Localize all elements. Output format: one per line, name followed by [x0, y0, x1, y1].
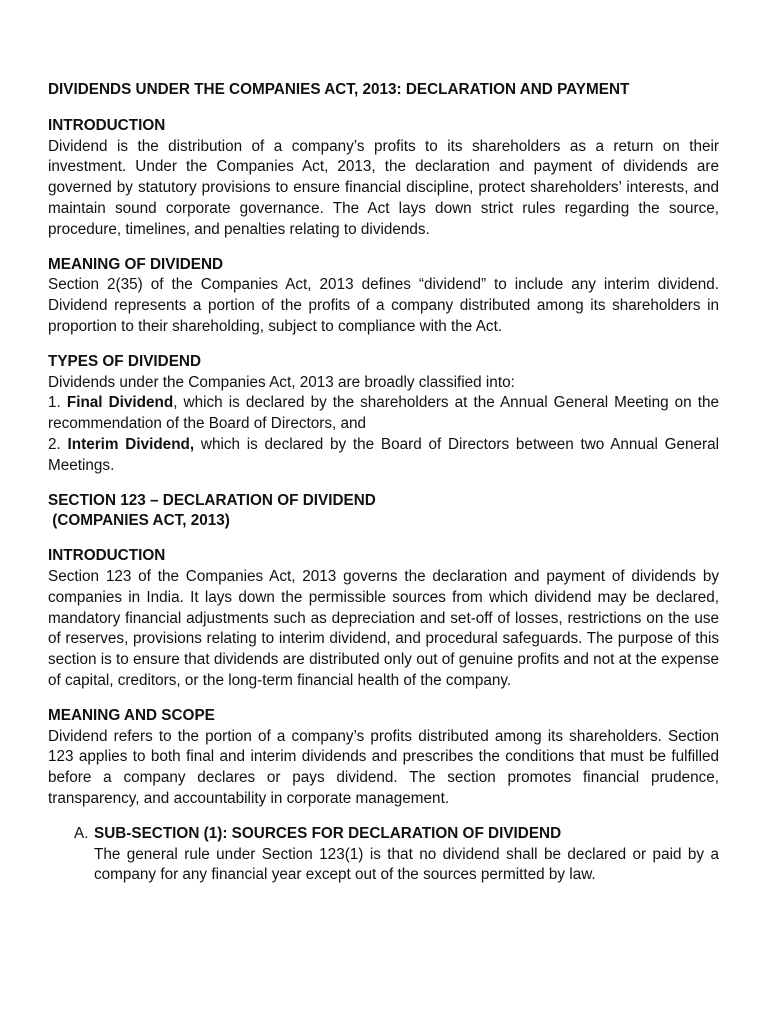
- types-item-final: [48, 393, 719, 435]
- sub-section-marker: A.: [74, 824, 89, 842]
- sub-section-body: [94, 824, 719, 886]
- sub-section-heading: SUB-SECTION (1): SOURCES FOR DECLARATION OF DIVIDEND: [94, 824, 562, 842]
- types-item-number: 1.: [48, 394, 61, 412]
- section-123-introduction: [48, 546, 719, 692]
- types-item-text: which is declared by the Board of Directors between two Annual General Meetings.: [48, 435, 720, 474]
- types-intro: Dividends under the Companies Act, 2013 are broadly classified into:: [48, 373, 515, 391]
- document-title: DIVIDENDS UNDER THE COMPANIES ACT, 2013: DECLARATION AND PAYMENT: [48, 81, 630, 98]
- sub-section-1: [74, 824, 719, 886]
- section-123-heading-block: [48, 491, 719, 533]
- types-item-text: , which is declared by the shareholders at the Annual General Meeting on the recommendation of the Board of Directors, and: [48, 394, 720, 433]
- section-123-heading-line1: SECTION 123 – DECLARATION OF DIVIDEND: [48, 491, 376, 509]
- section-123-heading-line2: (COMPANIES ACT, 2013): [48, 512, 230, 530]
- introduction-text: Dividend is the distribution of a company’s profits to its shareholders as a return on their investment. Under the Companies Act, 2013, the declaration and payment of dividends are governed by statutory provisions to ensure financial discipline, protect shareholders’ interests, and maintain sound corporate governance. The Act lays down strict rules regarding the source, procedure, timelines, and penalties relating to dividends.: [48, 137, 719, 238]
- types-item-number: 2.: [48, 435, 61, 453]
- section-123-introduction-heading: INTRODUCTION: [48, 547, 166, 565]
- meaning-and-scope-text: Dividend refers to the portion of a company’s profits distributed among its shareholders. Section 123 applies to both final and interim dividends and prescribes the conditions that must be fulfilled before a company declares or pays dividend. The section promotes financial prudence, transparency, and accountability in corporate management.: [48, 727, 719, 807]
- meaning-section: [48, 255, 719, 338]
- types-item-term: Final Dividend: [66, 394, 174, 412]
- meaning-and-scope-heading: MEANING AND SCOPE: [48, 706, 215, 724]
- sub-section-text: The general rule under Section 123(1) is that no dividend shall be declared or paid by a company for any financial year except out of the sources permitted by law.: [94, 845, 719, 884]
- meaning-and-scope-section: [48, 706, 719, 810]
- types-section: [48, 352, 719, 477]
- introduction-heading: INTRODUCTION: [48, 116, 166, 134]
- types-item-interim: [48, 435, 719, 477]
- introduction-section: [48, 116, 719, 241]
- meaning-text: Section 2(35) of the Companies Act, 2013 defines “dividend” to include any interim dividend. Dividend represents a portion of the profits of a company distributed among its shareholders in proportion to their shareholding, subject to compliance with the Act.: [48, 276, 719, 335]
- types-heading: TYPES OF DIVIDEND: [48, 352, 201, 370]
- meaning-heading: MEANING OF DIVIDEND: [48, 255, 224, 273]
- section-123-heading: [48, 491, 719, 533]
- section-123-introduction-text: Section 123 of the Companies Act, 2013 governs the declaration and payment of dividends by companies in India. It lays down the permissible sources from which dividend may be declared, mandatory financial adjustments such as depreciation and set-off of losses, restrictions on the use of reserves, provisions relating to interim dividend, and procedural safeguards. The purpose of this section is to ensure that dividends are distributed only out of genuine profits and not at the expense of capital, creditors, or the long-term financial health of the company.: [48, 567, 719, 689]
- types-item-term: Interim Dividend,: [67, 435, 195, 453]
